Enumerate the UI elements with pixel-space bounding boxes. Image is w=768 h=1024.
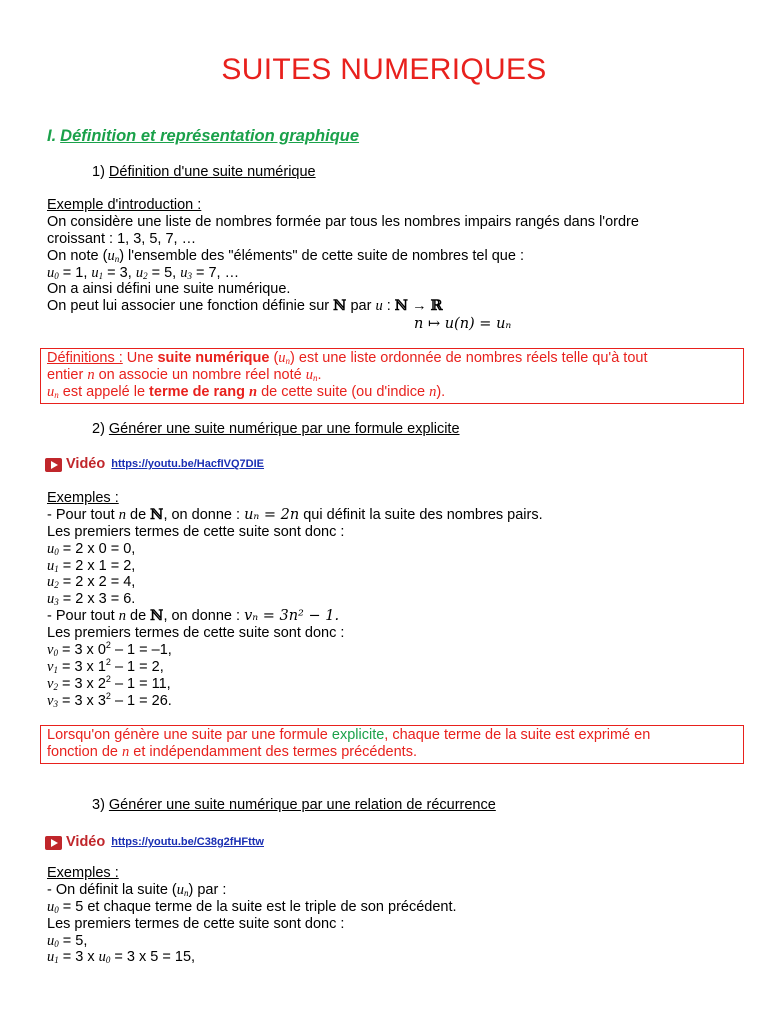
youtube-link[interactable]: https://youtu.be/HacfIVQ7DIE	[111, 458, 265, 470]
intro-line-4: $u_0 = 1$, $u_1 = 3$, $u_2 = 5$, $u_3 = 7$, …	[47, 264, 240, 281]
section-title: Définition et représentation graphique	[60, 127, 360, 145]
section-number: I.	[47, 127, 57, 145]
definition-label: Définitions :	[47, 350, 123, 366]
video-link-2[interactable]	[45, 834, 264, 851]
page-title: SUITES NUMERIQUES	[221, 53, 547, 86]
play-icon	[45, 458, 62, 472]
explicit-examples: Exemples : - Pour tout n de ℕ, on donne : uₙ = 2n qui définit la suite des nombres pairs. Les premiers termes de cette suite sont donc : $u_0 = 2$ x 0 = 0, $u_1 = 2$ x 1 = 2, $u_2 = 2$ x 2 = 4, $u_3 = 2$ x 3 = 6. - Pour tout n de ℕ, on donne : vₙ = 3n² − 1. Les premiers termes de cette suite sont donc : $v_0 = 3$ x $0^2 - 1 = -1$, $v_1 = 3$ x $1^2 - 1 = 2$, $v_2 = 3$ x $2^2 - 1 = 11$, $v_3 = 3$ x $3^2 - 1 = 26$.	[47, 490, 543, 709]
video-label: Vidéo	[66, 834, 106, 850]
intro-line-3: On note $(u_n)$ l'ensemble des "éléments" de cette suite de nombres tel que :	[47, 247, 524, 264]
subsection-number: 1)	[92, 164, 105, 180]
section-heading	[47, 128, 359, 145]
intro-line-5: On a ainsi défini une suite numérique.	[47, 281, 291, 298]
intro-line-2: croissant : 1, 3, 5, 7, …	[47, 230, 197, 247]
explicit-note-box: Lorsqu'on génère une suite par une formule explicite, chaque terme de la suite est exprimé en fonction de n et indépendamment des termes précédents.	[40, 725, 744, 764]
intro-line-1: On considère une liste de nombres formée par tous les nombres impairs rangés dans l'ordre	[47, 213, 639, 230]
recurrence-examples: Exemples : - On définit la suite $(u_n)$ par : $u_0 = 5$ et chaque terme de la suite est le triple de son précédent. Les premiers termes de cette suite sont donc : $u_0 = 5$, $u_1 = 3$ x $u_0 = 3$ x 5 = 15,	[47, 865, 457, 966]
youtube-link[interactable]: https://youtu.be/C38g2fHFttw	[111, 836, 264, 848]
function-mapping: n ↦ u(n) = uₙ	[414, 316, 512, 332]
subsection-3-heading: 3) Générer une suite numérique par une relation de récurrence	[92, 797, 496, 813]
intro-example	[47, 197, 639, 315]
subsection-2-heading: 2) Générer une suite numérique par une formule explicite	[92, 421, 460, 437]
play-icon	[45, 836, 62, 850]
examples-heading: Exemples :	[47, 490, 119, 506]
examples-heading: Exemples :	[47, 865, 119, 881]
intro-heading: Exemple d'introduction :	[47, 197, 202, 213]
video-label: Vidéo	[66, 456, 106, 472]
definition-box: Définitions : Une suite numérique $(u_n)$ est une liste ordonnée de nombres réels telle qu'à tout entier n on associe un nombre réel noté $u_n$. $u_n$ est appelé le terme de rang n de cette suite (ou d'indice n).	[40, 348, 744, 404]
subsection-title: Définition d'une suite numérique	[108, 164, 316, 180]
video-link-1[interactable]	[45, 456, 264, 473]
intro-line-6: On peut lui associer une fonction définie sur ℕ par u : ℕ → ℝ	[47, 297, 443, 315]
subsection-1-heading	[92, 164, 316, 181]
